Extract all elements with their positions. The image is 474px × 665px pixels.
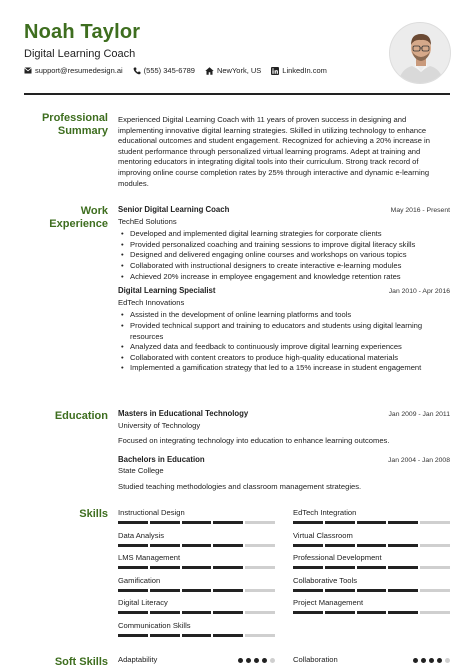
skill-level-segment [420, 544, 450, 547]
rating-dot [445, 658, 450, 663]
rating-dot [254, 658, 259, 663]
skill-level-segment [182, 544, 212, 547]
skill-level-bar [293, 611, 450, 614]
skill-level-segment [420, 589, 450, 592]
skill-level-segment [245, 566, 275, 569]
soft-skill-rating [238, 658, 275, 663]
skill-name: Virtual Classroom [293, 530, 353, 540]
job-bullet: • Collaborated with content creators to produce high-quality educational materials [118, 353, 450, 364]
skill-level-segment [245, 589, 275, 592]
degree-name: Masters in Educational Technology [118, 409, 249, 418]
skill-level-segment [213, 544, 243, 547]
degree-name: Bachelors in Education [118, 454, 205, 464]
experience-section-title: Work Experience [49, 205, 108, 230]
summary-text: Experienced Digital Learning Coach with 11 years of proven success in designing and implementing innovative digital learning strategies. Skilled in utilizing technology to enhance educational outcomes and student engagement. Recognized for achieving a 20% increase in student performance through personalized virtual learning programs. Adept at training and mentoring educators in integrating digital tools into their curriculum. Strong track record of improving online course completion rates by 25% through interactive and dynamic e-learning modules. [118, 115, 430, 188]
soft-skill-rating [413, 658, 450, 663]
degree-dates: Jan 2009 - Jan 2011 [388, 411, 450, 418]
skill-level-segment [118, 634, 148, 637]
skill-level-segment [325, 544, 355, 547]
job-company: EdTech Innovations [118, 297, 185, 307]
skill-level-segment [325, 521, 355, 524]
skill-level-bar [118, 544, 275, 547]
skill-item [118, 508, 275, 531]
education-section-title: Education [54, 410, 108, 422]
contact-email-text: support@resumedesign.ai [35, 66, 123, 75]
job-bullet: • Analyzed data and feedback to continuously improve digital learning experiences [118, 342, 450, 353]
job-bullet: • Achieved 20% increase in employee engagement and knowledge retention rates [118, 272, 450, 283]
school-name: University of Technology [118, 420, 201, 430]
skill-level-segment [325, 566, 355, 569]
skill-level-bar [118, 611, 275, 614]
skill-level-segment [245, 521, 275, 524]
profile-photo [389, 22, 451, 84]
skill-level-segment [213, 611, 243, 614]
skill-level-segment [388, 611, 418, 614]
soft-skills-list [118, 655, 450, 665]
skill-item [293, 531, 450, 554]
degree-description: Studied teaching methodologies and classroom management strategies. [118, 481, 362, 491]
job-bullet: • Provided technical support and training to educators and students using digital learning resources [118, 321, 450, 342]
skill-item [118, 531, 275, 554]
job-bullets [118, 229, 450, 282]
rating-dot [429, 658, 434, 663]
skill-level-segment [182, 611, 212, 614]
rating-dot [413, 658, 418, 663]
job-dates: May 2016 - Present [390, 207, 450, 214]
rating-dot [270, 658, 275, 663]
skill-level-segment [293, 544, 323, 547]
skill-name: Project Management [293, 598, 364, 608]
degree-description: Focused on integrating technology into education to enhance learning outcomes. [118, 436, 390, 446]
skill-name: Data Analysis [118, 530, 165, 540]
skill-name: LMS Management [118, 553, 181, 563]
experience-list [118, 205, 450, 374]
job-entry [118, 286, 450, 374]
skill-level-segment [213, 521, 243, 524]
skills-list [118, 508, 450, 644]
job-bullet: • Provided personalized coaching and training sessions to improve digital literacy skills [118, 240, 450, 251]
skill-level-segment [150, 544, 180, 547]
skill-level-bar [118, 589, 275, 592]
skill-level-segment [357, 521, 387, 524]
skill-level-segment [150, 589, 180, 592]
job-role: Senior Digital Learning Coach [118, 205, 230, 214]
contact-bar [24, 66, 327, 75]
skill-item [118, 621, 275, 644]
soft-skill-name: Collaboration [293, 655, 338, 664]
skill-level-segment [293, 611, 323, 614]
skill-name: Professional Development [293, 553, 382, 563]
skill-level-segment [182, 589, 212, 592]
job-bullets [118, 310, 450, 374]
job-dates: Jan 2010 - Apr 2016 [388, 288, 450, 296]
skill-level-segment [213, 634, 243, 637]
skill-level-segment [293, 566, 323, 569]
skill-item [118, 598, 275, 621]
skill-level-bar [118, 634, 275, 637]
education-entry [118, 409, 450, 447]
skill-level-segment [357, 544, 387, 547]
skill-item [118, 576, 275, 599]
skill-level-segment [213, 566, 243, 569]
skill-level-segment [118, 611, 148, 614]
job-bullet: • Implemented a gamification strategy that led to a 15% increase in student engagement [118, 363, 450, 374]
rating-dot [437, 658, 442, 663]
skill-level-bar [293, 589, 450, 592]
candidate-name: Noah Taylor [24, 21, 141, 43]
skill-level-segment [150, 634, 180, 637]
soft-skill-item [293, 655, 450, 665]
skill-level-segment [182, 521, 212, 524]
skill-level-bar [118, 566, 275, 569]
contact-linkedin-text: LinkedIn.com [282, 66, 327, 75]
skill-item [293, 508, 450, 531]
linkedin-icon [271, 67, 279, 75]
job-company: TechEd Solutions [118, 216, 177, 226]
skill-level-segment [213, 589, 243, 592]
contact-linkedin[interactable] [271, 66, 327, 75]
skill-level-segment [118, 521, 148, 524]
skill-level-segment [182, 566, 212, 569]
candidate-title: Digital Learning Coach [24, 48, 136, 60]
skills-section-title: Skills [79, 508, 108, 520]
job-bullet: • Designed and delivered engaging online courses and workshops on various topics [118, 250, 450, 261]
soft-skills-section-title: Soft Skills [54, 656, 108, 665]
skill-level-segment [150, 611, 180, 614]
skill-item [293, 598, 450, 621]
rating-dot [238, 658, 243, 663]
skill-level-segment [357, 566, 387, 569]
skill-level-segment [118, 589, 148, 592]
contact-email[interactable] [24, 66, 123, 75]
skill-level-segment [118, 544, 148, 547]
skill-level-segment [357, 611, 387, 614]
skill-level-segment [357, 589, 387, 592]
skill-name: Instructional Design [118, 508, 185, 517]
skill-level-segment [325, 589, 355, 592]
skill-level-segment [150, 521, 180, 524]
skill-level-segment [388, 566, 418, 569]
skill-name: Collaborative Tools [293, 575, 358, 585]
skill-level-segment [388, 521, 418, 524]
skill-level-segment [325, 611, 355, 614]
skill-item [293, 576, 450, 599]
skill-level-segment [420, 566, 450, 569]
job-bullet: • Assisted in the development of online learning platforms and tools [118, 310, 450, 321]
skill-item [293, 553, 450, 576]
skill-name: Gamification [118, 575, 161, 585]
skill-name: Digital Literacy [118, 598, 168, 608]
skill-level-bar [293, 521, 450, 524]
job-role: Digital Learning Specialist [118, 286, 216, 296]
resume-header [24, 20, 384, 60]
rating-dot [421, 658, 426, 663]
education-list [118, 409, 450, 493]
skill-level-bar [293, 566, 450, 569]
phone-icon [133, 67, 141, 75]
job-entry [118, 205, 450, 282]
rating-dot [246, 658, 251, 663]
skill-name: EdTech Integration [293, 508, 357, 517]
skill-item [118, 553, 275, 576]
skill-level-segment [388, 589, 418, 592]
skill-level-segment [182, 634, 212, 637]
skill-level-segment [420, 521, 450, 524]
home-icon [205, 67, 214, 75]
skill-level-segment [293, 521, 323, 524]
skill-level-segment [388, 544, 418, 547]
soft-skill-item [118, 655, 275, 665]
job-bullet: • Collaborated with instructional designers to create interactive e-learning modules [118, 261, 450, 272]
contact-phone-text: (555) 345-6789 [143, 66, 195, 75]
contact-location [205, 66, 261, 75]
skill-name: Communication Skills [118, 620, 191, 630]
skill-level-segment [245, 544, 275, 547]
skill-level-segment [245, 611, 275, 614]
school-name: State College [118, 466, 164, 476]
envelope-icon [24, 67, 32, 74]
header-divider [24, 93, 450, 95]
skill-level-segment [150, 566, 180, 569]
soft-skill-name: Adaptability [118, 655, 158, 664]
skill-level-segment [118, 566, 148, 569]
skill-level-bar [118, 521, 275, 524]
skill-level-segment [293, 589, 323, 592]
rating-dot [262, 658, 267, 663]
job-bullet: • Developed and implemented digital learning strategies for corporate clients [118, 229, 450, 240]
skill-level-segment [245, 634, 275, 637]
education-entry [118, 455, 450, 493]
contact-location-text: NewYork, US [216, 66, 262, 75]
skill-level-bar [293, 544, 450, 547]
summary-section-title: Professional Summary [41, 112, 108, 137]
contact-phone[interactable] [133, 66, 195, 75]
skill-level-segment [420, 611, 450, 614]
degree-dates: Jan 2004 - Jan 2008 [388, 456, 450, 464]
